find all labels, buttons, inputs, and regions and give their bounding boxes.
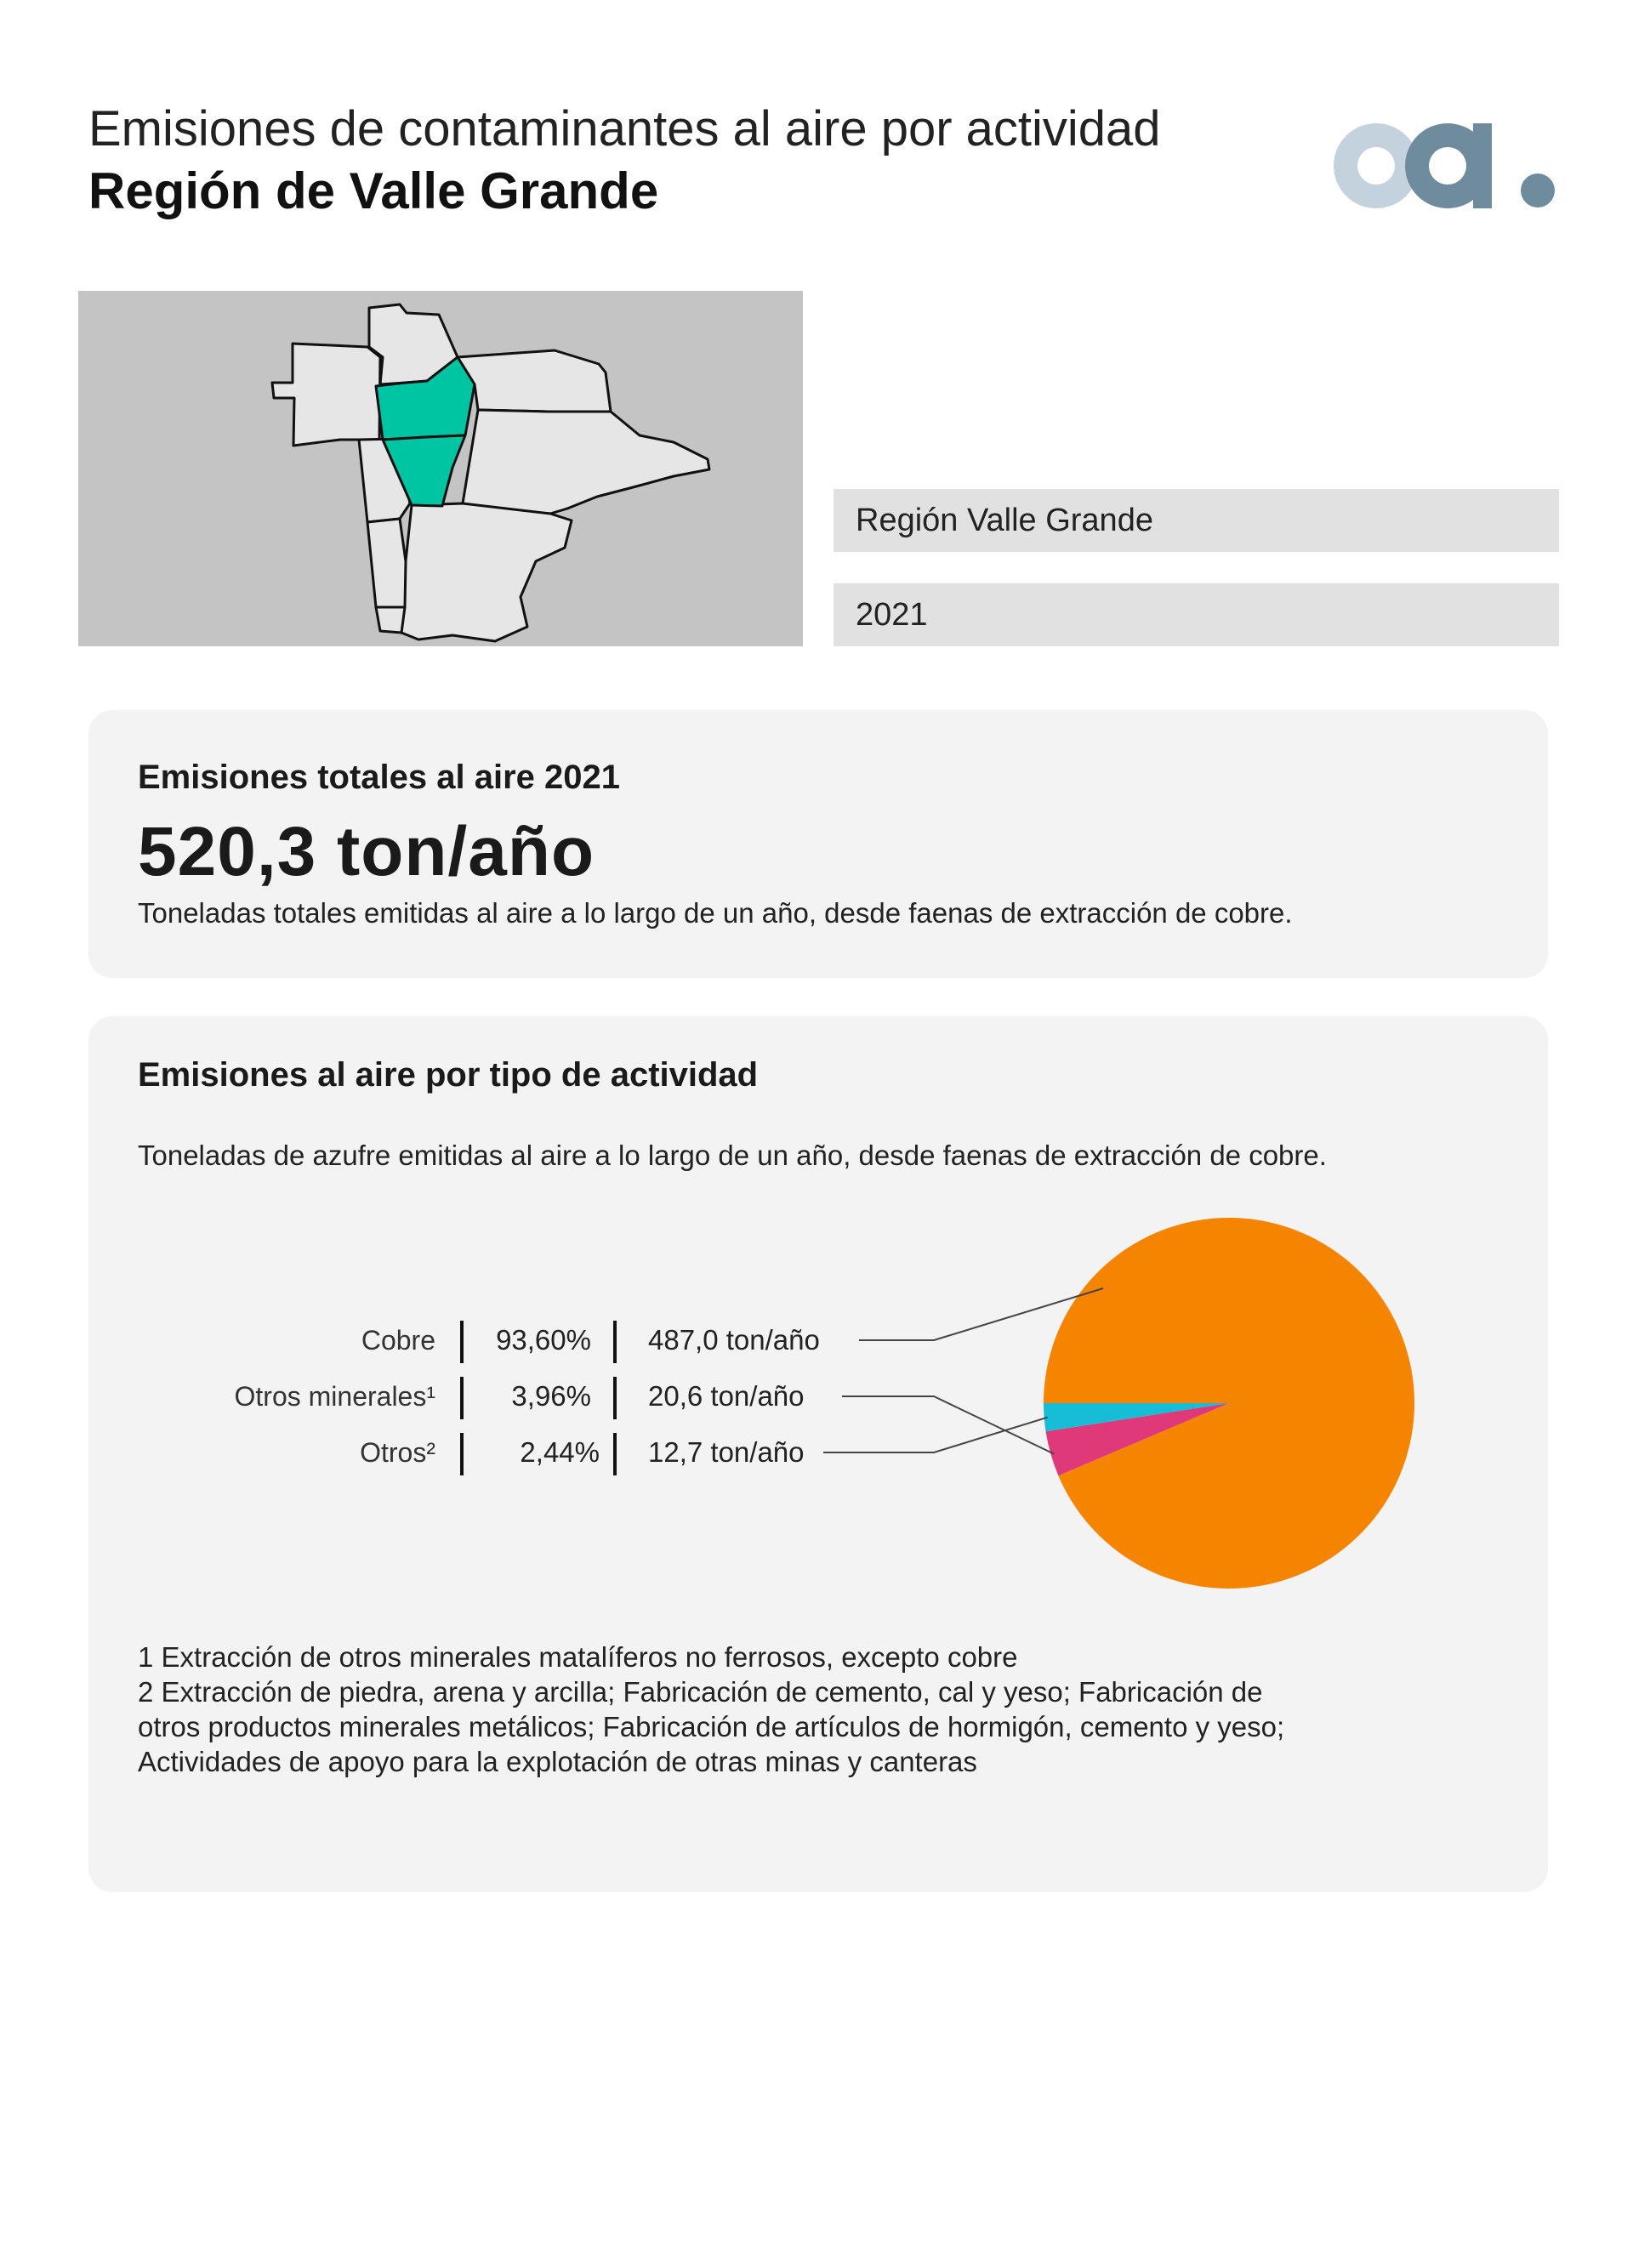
region-field: Región Valle Grande [834, 489, 1559, 552]
legend-value-cobre: 487,0 ton/año [648, 1324, 820, 1356]
map-commune-northeast [458, 350, 611, 412]
legend-value-otros: 12,7 ton/año [648, 1436, 805, 1468]
legend-name-cobre: Cobre [361, 1325, 435, 1356]
footnote-2-line-1: 2 Extracción de piedra, arena y arcilla; Fabricación de cemento, cal y yeso; Fabricación de [138, 1676, 1263, 1708]
legend-separator [613, 1433, 617, 1475]
oa-logo [1327, 111, 1565, 221]
map-commune-west [272, 344, 380, 446]
legend-value-otros-minerales: 20,6 ton/año [648, 1380, 805, 1412]
map-commune-southwest-2 [367, 519, 406, 607]
map-commune-east [463, 410, 709, 514]
activity-heading: Emisiones al aire por tipo de actividad [138, 1056, 759, 1094]
region-map [78, 291, 803, 646]
legend-pct-otros: 2,44% [520, 1436, 600, 1468]
total-value: 520,3 ton/año [138, 813, 595, 890]
page-title: Emisiones de contaminantes al aire por actividad [88, 101, 1161, 156]
legend-separator [613, 1321, 617, 1363]
total-description: Toneladas totales emitidas al aire a lo largo de un año, desde faenas de extracción de cobre. [138, 897, 1293, 929]
map-commune-south [401, 503, 572, 641]
logo-dot [1521, 173, 1555, 207]
footnote-2-line-2: otros productos minerales metálicos; Fabricación de artículos de hormigón, cemento y yeso; [138, 1711, 1285, 1742]
legend-name-otros-minerales: Otros minerales¹ [234, 1381, 435, 1412]
footnote-1: 1 Extracción de otros minerales matalíferos no ferrosos, excepto cobre [138, 1641, 1018, 1673]
legend-pct-cobre: 93,60% [496, 1324, 591, 1356]
total-heading: Emisiones totales al aire 2021 [138, 759, 620, 796]
map-commune-southwest-3 [376, 607, 405, 633]
year-field: 2021 [834, 583, 1559, 646]
activity-description: Toneladas de azufre emitidas al aire a lo largo de un año, desde faenas de extracción de cobre. [138, 1140, 1327, 1171]
legend-pct-otros-minerales: 3,96% [511, 1380, 591, 1412]
legend-name-otros: Otros² [360, 1437, 435, 1468]
region-title: Región de Valle Grande [88, 162, 659, 219]
legend-separator [613, 1377, 617, 1419]
footnote-2-line-3: Actividades de apoyo para la explotación de otras minas y canteras [138, 1746, 977, 1777]
